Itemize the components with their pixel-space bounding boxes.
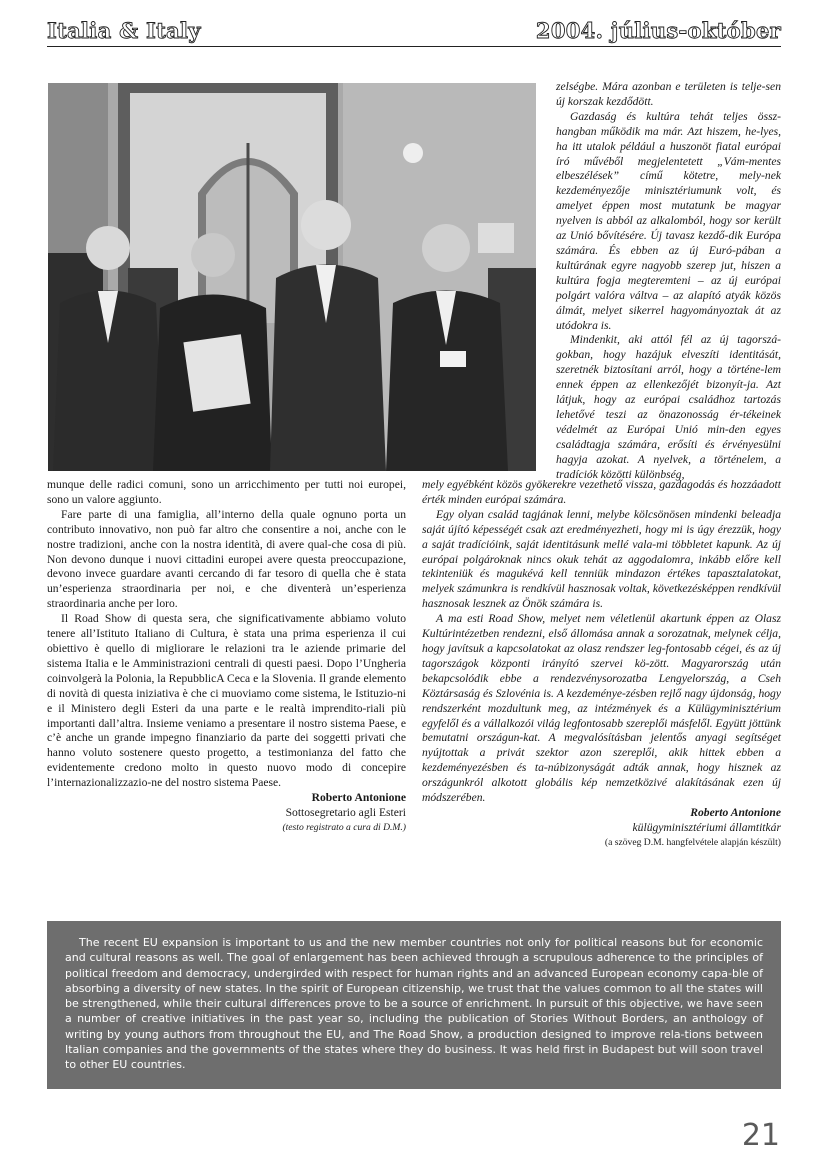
page-number: 21 xyxy=(741,1118,780,1153)
italian-column xyxy=(47,478,406,836)
italian-signature-note: (testo registrato a cura di D.M.) xyxy=(282,821,406,833)
magazine-title: Italia & Italy xyxy=(47,18,201,43)
hungarian-paragraph: Mindenkit, aki attól fél az új tagorszá-gokban, hogy hazájuk elveszíti identitását, szeretnék biztosítani arról, hogy a történe-lem ennek éppen az ellenkezőjét bizonyít-ja. Azt látjuk, hogy az európai családhoz tartozás lehetővé teszi az önazonosság ér-tékeinek védelmét az Európai Unió min-den egyes családtagja számára, erősíti és érvényesülni hagyja azokat. A nyelvek, a történelem, a tradíciók közötti különbség, xyxy=(556,333,781,481)
hungarian-column-bottom xyxy=(422,478,781,851)
hungarian-signature-name: Roberto Antonione xyxy=(690,805,781,819)
hungarian-paragraph: Gazdaság és kultúra tehát teljes össz-hangban működik ma már. Azt hiszem, he-lyes, ha itt utalok például a huszonöt fiatal európai író művéből megjelentetett „Vám-mentes elbeszélések” című kötetre, mely-nek kezdeményezője minisztériumunk volt, és amelyet éppen most mutatunk be magyar nyelven is abból az alkalomból, hogy sor került az Unió bővítésére. Új tavasz kezdő-dik Európa számára. És ebben az új Euró-pában a kultúrának egyre nagyobb szerep jut, hiszen a kultúra fogja megteremteni – az új európai polgárt valóra váltva – az alapító atyák közös álmát, melyet sikerrel hagyományoztak át az utódokra is. xyxy=(556,109,781,332)
header-rule xyxy=(47,46,781,47)
italian-paragraph: Il Road Show di questa sera, che significativamente abbiamo voluto tenere all’Istituto Italiano di Cultura, è stata una prima esperienza il cui obiettivo è quello di migliorare le relazioni tra le aziende primarie del sistema Italia e le Amministrazioni centrali di questi paesi. Dopo l’Ungheria coinvolgerà la Polonia, la RepubblicA Ceca e la Slovenia. Il grande elemento di novità di questa iniziativa è che ci muoviamo come sistema, le Istituzio-ni e il Ministero degli Esteri da una parte e le realtà imprendito-riali più importanti dall’altra. Insieme veniamo a presentare il nostro sistema Paese, e c’è anche un grande impegno finanziario da parte dei soggetti privati che hanno voluto sostenere questo progetto, a testimonianza del fatto che evidentemente credono molto in questo nuovo modo di concepire l’internazionalizzazio-ne del nostro sistema Paese. xyxy=(47,612,406,790)
hungarian-paragraph: zelségbe. Mára azonban e területen is telje-sen új korszak kezdődött. xyxy=(556,80,781,108)
italian-paragraph: Fare parte di una famiglia, all’interno della quale ognuno porta un contributo innovativo, non può far altro che consentire a noi, anche con le nostre tradizioni, anche con la nostra identità, di avere qual-che cosa di più. Non devono dunque i nuovi cittadini europei avere questa preoccupazione, devono invece guardare avanti cercando di far tesoro di quella che è stata un’esperienza straordinaria per noi, e che diventerà un’esperienza straordinaria anche per loro. xyxy=(47,507,406,611)
hungarian-paragraph: mely egyébként közös gyökerekre vezethető vissza, gazdagodás és hozzáadott érték minden európai számára. xyxy=(422,478,781,506)
issue-date: 2004. július-október xyxy=(535,18,781,43)
hungarian-paragraph: Egy olyan család tagjának lenni, melybe kölcsönösen mindenki beleadja saját újító képességét csak azt eredményezheti, hogy mi is úgy érezzük, hogy a saját tradícióink, saját identitásunk mellé vala-mi többletet kapunk. Az új európai polgároknak nincs okuk tehát az aggodalomra, inkább előre kell tekinteniük és magukévá kell tenniük mindazon értékes tapasztalatokat, melyek számunkra is rendkívül hasznosak voltak, következésképpen rendkívül hasznosak lesznek az Önök számára is. xyxy=(422,507,781,611)
hungarian-signature-note: (a szöveg D.M. hangfelvétele alapján készült) xyxy=(604,836,781,848)
english-summary-box: The recent EU expansion is important to us and the new member countries not only for political reasons but for economic and cultural reasons as well. The goal of enlargement has been achieved through a scrupulous adherence to the principles of political freedom and democracy, undergirded with respect for human rights and an advanced European economy capa-ble of absorbing a diversity of new states. In the spirit of European citizenship, we trust that the values common to all the states will be strengthened, while their cultural differences prove to be a source of enrichment. In pursuit of this objective, we have seen a number of creative initiatives in the past year so, including the publication of Stories Without Borders, an anthology of writing by young authors from throughout the EU, and The Road Show, a production designed to improve rela-tions between Italian companies and the governments of the states where they do business. It was held first in Budapest but will soon travel to other EU countries. xyxy=(47,921,781,1089)
italian-signature-role: Sottosegretario agli Esteri xyxy=(285,805,406,819)
italian-signature-name: Roberto Antonione xyxy=(311,791,406,805)
hungarian-paragraph: A ma esti Road Show, melyet nem véletlenül akartunk éppen az Olasz Kultúrintézetben rendezni, első állomása annak a sorozatnak, melynek célja, hogy javítsuk a kapcsolatokat az olasz rendszer leg-fontosabb cégei, és az új tagországok központi irányító szervei kö-zött. Magyarország után bekapcsolódik ebbe a rendezvénysorozatba Lengyelország, a Cseh Köztársaság és Szlovénia is. A kezdeménye-zésben rejlő nagy újdonság, hogy rendszerként mozdultunk meg, az intézmények és a Külügyminisztérium egyfelől és a vállalkozói világ legfontosabb szereplői másfelől. Együtt jöttünk bemutatni országun-kat. A megvalósításban jelentős anyagi segítséget nyújtottak a privát szektor azon szereplői, akik hittek ebben a kezdeményezésben és ta-núbizonyságát adták annak, hogy hisznek az országunkról alkotott globális kép nemzetközivé alakításának ezen új módszerében. xyxy=(422,612,781,805)
hungarian-column-top xyxy=(556,80,781,482)
event-photo xyxy=(48,83,536,471)
hungarian-signature-role: külügyminisztériumi államtitkár xyxy=(632,820,781,834)
italian-paragraph: munque delle radici comuni, sono un arricchimento per tutti noi europei, sono un valore aggiunto. xyxy=(47,478,406,506)
photo-illustration xyxy=(48,83,536,471)
